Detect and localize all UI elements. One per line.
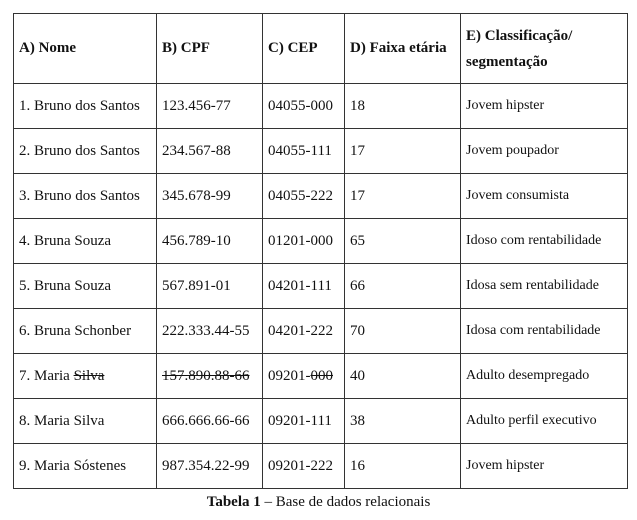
- cell-classificacao: Adulto desempregado: [461, 354, 628, 399]
- cell-classificacao: Jovem poupador: [461, 129, 628, 174]
- table-row: [14, 174, 628, 219]
- nome-prefix: 7. Maria: [19, 367, 74, 384]
- cell-idade: 38: [345, 399, 461, 444]
- cell-idade: 18: [345, 84, 461, 129]
- cell-cep: 04201-222: [263, 309, 345, 354]
- struck-cep-suffix: 000: [310, 367, 333, 384]
- cell-classificacao: Idosa sem rentabilidade: [461, 264, 628, 309]
- cell-nome: 6. Bruna Schonber: [14, 309, 157, 354]
- cell-nome: 2. Bruno dos Santos: [14, 129, 157, 174]
- cell-idade: 40: [345, 354, 461, 399]
- cell-cpf: 123.456-77: [157, 84, 263, 129]
- cell-cpf: 987.354.22-99: [157, 444, 263, 489]
- cell-idade: 17: [345, 129, 461, 174]
- cell-nome: 9. Maria Sóstenes: [14, 444, 157, 489]
- cell-classificacao: Idoso com rentabilidade: [461, 219, 628, 264]
- cell-idade: 70: [345, 309, 461, 354]
- cell-cep: 04055-111: [263, 129, 345, 174]
- caption-text: Base de dados relacionais: [275, 494, 431, 510]
- cell-cep: 09201-222: [263, 444, 345, 489]
- cell-cep: 04055-222: [263, 174, 345, 219]
- struck-surname: Silva: [73, 367, 105, 384]
- cell-cpf: 234.567-88: [157, 129, 263, 174]
- cell-cep: 01201-000: [263, 219, 345, 264]
- cell-cep: 04201-111: [263, 264, 345, 309]
- cell-classificacao: Idosa com rentabilidade: [461, 309, 628, 354]
- header-cep: C) CEP: [263, 14, 345, 84]
- cell-idade: 16: [345, 444, 461, 489]
- caption-separator: –: [260, 494, 276, 510]
- table-row: [14, 129, 628, 174]
- table-row: [14, 219, 628, 264]
- cell-nome: 5. Bruna Souza: [14, 264, 157, 309]
- cell-classificacao: Jovem hipster: [461, 84, 628, 129]
- header-nome: A) Nome: [14, 14, 157, 84]
- cell-idade: 66: [345, 264, 461, 309]
- cell-classificacao: Adulto perfil executivo: [461, 399, 628, 444]
- cell-classificacao: Jovem hipster: [461, 444, 628, 489]
- cell-nome: 4. Bruna Souza: [14, 219, 157, 264]
- table-row: [14, 309, 628, 354]
- relational-data-table: [13, 13, 628, 489]
- table-row: [14, 84, 628, 129]
- cell-classificacao: Jovem consumista: [461, 174, 628, 219]
- cell-nome: 8. Maria Silva: [14, 399, 157, 444]
- cell-cep: 09201-111: [263, 399, 345, 444]
- cell-cpf: 666.666.66-66: [157, 399, 263, 444]
- cell-cpf: 567.891-01: [157, 264, 263, 309]
- table-row: [14, 444, 628, 489]
- table-row: [14, 399, 628, 444]
- cell-cpf: [157, 354, 263, 399]
- cell-idade: 17: [345, 174, 461, 219]
- cell-cpf: 345.678-99: [157, 174, 263, 219]
- header-classificacao: E) Classificação/ segmentação: [461, 14, 628, 84]
- cell-cep: [263, 354, 345, 399]
- table-caption: [0, 494, 637, 511]
- table-row: [14, 264, 628, 309]
- caption-label: Tabela 1: [206, 494, 261, 510]
- cell-cep: 04055-000: [263, 84, 345, 129]
- table-header-row: [14, 14, 628, 84]
- struck-cpf: 157.890.88-66: [162, 367, 250, 384]
- header-faixa-etaria: D) Faixa etária: [345, 14, 461, 84]
- cell-idade: 65: [345, 219, 461, 264]
- cell-nome: 1. Bruno dos Santos: [14, 84, 157, 129]
- cell-cpf: 456.789-10: [157, 219, 263, 264]
- header-cpf: B) CPF: [157, 14, 263, 84]
- cep-prefix: 09201-: [268, 367, 311, 384]
- table-row: [14, 354, 628, 399]
- cell-nome: [14, 354, 157, 399]
- cell-nome: 3. Bruno dos Santos: [14, 174, 157, 219]
- cell-cpf: 222.333.44-55: [157, 309, 263, 354]
